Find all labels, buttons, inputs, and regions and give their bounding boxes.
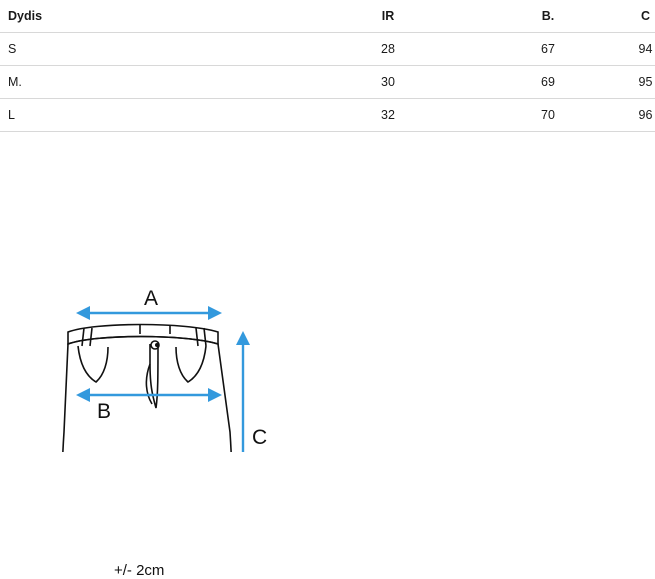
dimension-label-a: A (144, 287, 159, 310)
header-cell-c: C (640, 9, 651, 23)
cell-ir: 28 (381, 42, 395, 56)
cell-b: 69 (541, 75, 555, 89)
cell-ir: 32 (381, 108, 395, 122)
cell-size: M. (8, 75, 22, 89)
table-row (0, 99, 655, 132)
table-header (0, 0, 655, 33)
table-row (0, 33, 655, 66)
header-cell-b: B. (541, 9, 555, 23)
cell-c: 96 (638, 108, 653, 122)
table-header-row (0, 0, 655, 33)
table-body (0, 33, 655, 132)
dimension-arrow-c (236, 331, 250, 452)
header-cell-ir: IR (381, 9, 395, 23)
header-cell-size: Dydis (8, 9, 43, 23)
table-row (0, 66, 655, 99)
cell-ir: 30 (381, 75, 395, 89)
size-chart-table (0, 0, 655, 132)
cell-b: 67 (541, 42, 555, 56)
cell-c: 94 (638, 42, 653, 56)
cell-c: 95 (638, 75, 653, 89)
cell-b: 70 (541, 108, 555, 122)
skirt-outline (62, 325, 233, 453)
cell-size: S (8, 42, 17, 56)
tolerance-note: +/- 2cm (114, 562, 165, 579)
dimension-label-c: C (252, 426, 268, 449)
dimension-label-b: B (97, 400, 112, 423)
measurement-diagram (0, 132, 655, 579)
cell-size: L (8, 108, 15, 122)
